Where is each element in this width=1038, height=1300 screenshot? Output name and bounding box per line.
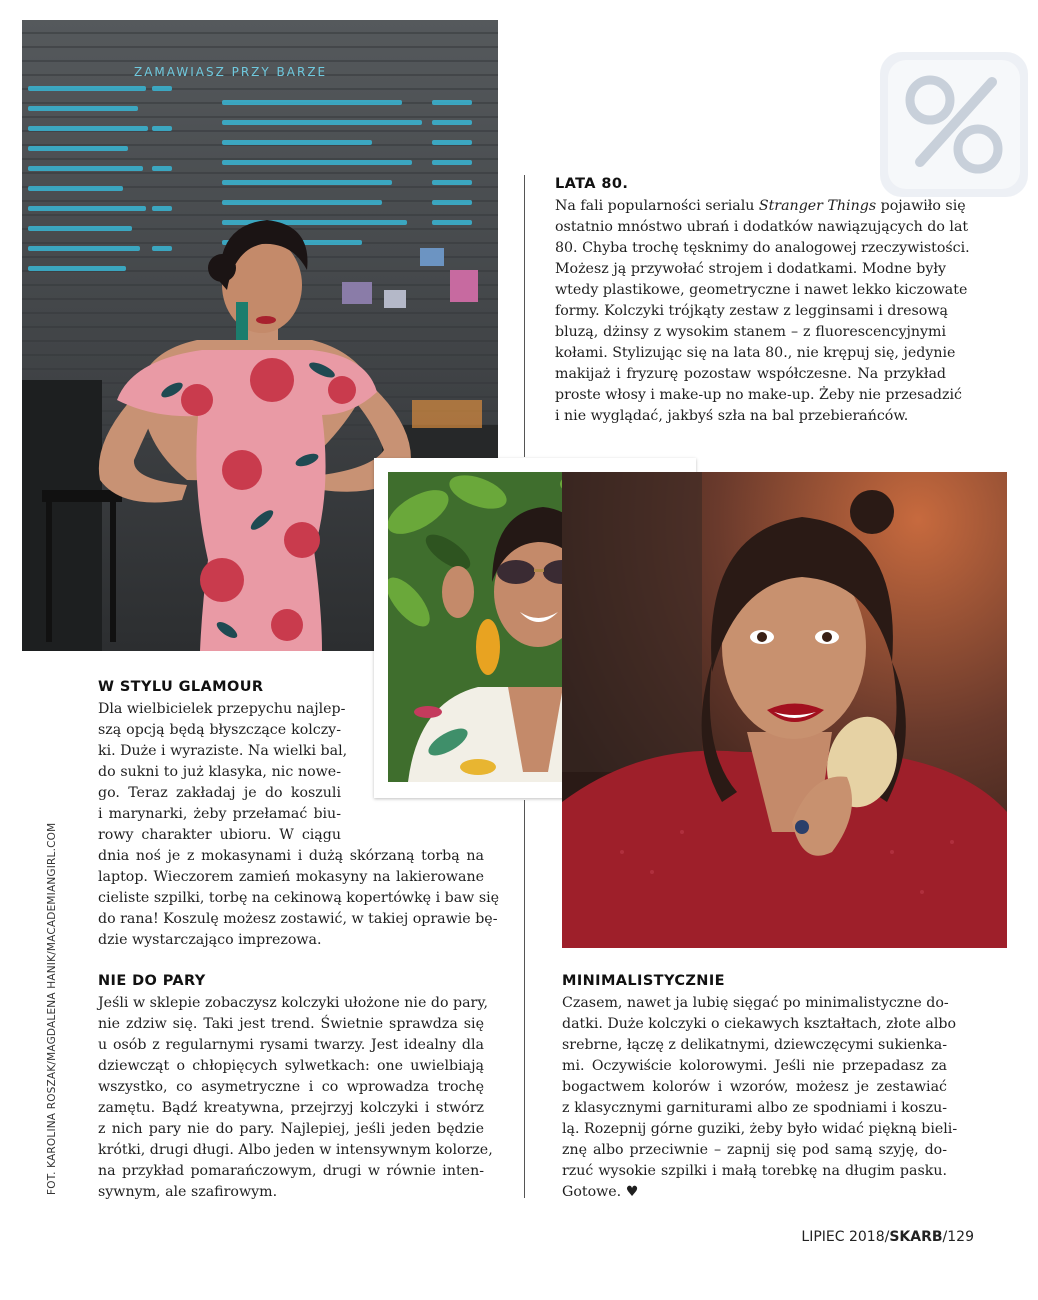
text-line: bluzą, dżinsy z wysokim stanem – z fluorescencyjnymi [555,324,946,340]
text-line: na przykład pomarańczowym, drugi w równie inten- [98,1163,484,1179]
text-line: bogactwem kolorów i wzorów, możesz je zestawiać [562,1079,947,1095]
text-line: i nie wyglądać, jakbyś szła na bal przebierańców. [555,408,909,424]
column-divider-top [524,175,525,457]
text-line: Możesz ją przywołać strojem i dodatkami. Modne były [555,261,946,277]
text-line: kołami. Stylizując się na lata 80., nie krępuj się, jedynie [555,345,956,361]
photo-red-blouse [562,472,1007,948]
text-line: z nich pary nie do pary. Najlepiej, jeśli jeden będzie [98,1121,484,1137]
text-line: z klasycznymi garniturami albo ze spodniami i koszu- [562,1100,947,1116]
section-heading-minimal: MINIMALISTYCZNIE [562,973,725,989]
text-line: dnia noś je z mokasynami i dużą skórzaną torbą na [98,848,484,864]
text-line: datki. Duże kolczyki o ciekawych kształtach, złote albo [562,1016,957,1032]
text-line: nie zdziw się. Taki jest trend. Świetnie sprawdza się [98,1016,484,1032]
text-line: Czasem, nawet ja lubię sięgać po minimalistyczne do- [562,995,949,1011]
text-line: wszystko, co asymetryczne i co wprowadza trochę [98,1079,484,1095]
text-line: proste włosy i make-up no make-up. Żeby nie przesadzić [555,387,962,403]
text-line: mi. Oczywiście kolorowymi. Jeśli nie przepadasz za [562,1058,947,1074]
section-text-lata80 [555,196,970,427]
text-line: 80. Chyba trochę tęsknimy do analogowej rzeczywistości. [555,240,970,256]
percent-logo [880,52,1028,197]
column-divider-bottom [524,800,525,1198]
section-text-nie-do-pary [98,993,493,1203]
text-line: cieliste szpilki, torbę na cekinową kopertówkę i baw się [98,890,500,906]
text-line: szą opcją będą błyszczące kolczy- [98,722,341,738]
section-heading-lata80: LATA 80. [555,176,629,192]
text-line: laptop. Wieczorem zamień mokasyny na lakierowane [98,869,484,885]
text-line: krótki, drugi długi. Albo jeden w intensywnym kolorze, [98,1142,493,1158]
section-heading-nie-do-pary: NIE DO PARY [98,973,206,989]
section-text-minimal [562,993,958,1203]
footer-page-number: /129 [942,1229,974,1245]
section-text-glamour-wide [98,846,500,951]
page-footer [801,1229,974,1245]
text-line: srebrne, łączę z delikatnymi, dziewczęcymi sukienka- [562,1037,947,1053]
text-line: wtedy plastikowe, geometryczne i nawet lekko kiczowate [555,282,968,298]
section-heading-glamour: W STYLU GLAMOUR [98,679,264,695]
text-line: lą. Rozepnij górne guziki, żeby było widać piękną bieli- [562,1121,958,1137]
cafe-sign: ZAMAWIASZ PRZY BARZE [134,65,328,79]
text-line: do sukni to już klasyka, nic nowe- [98,764,341,780]
text-line: formy. Kolczyki trójkąty zestaw z legginsami i dresową [555,303,948,319]
text-line: i marynarki, żeby przełamać biu- [98,806,341,822]
text-line: do rana! Koszulę możesz zostawić, w takiej oprawie bę- [98,911,498,927]
text-line: dziewcząt o chłopięcych sylwetkach: one uwielbiają [98,1058,484,1074]
text-line: sywnym, ale szafirowym. [98,1184,278,1200]
footer-brand: SKARB [889,1229,943,1245]
photo-credit: FOT. KAROLINA ROSZAK/MAGDALENA HANIK/MACADEMIANGIRL.COM [46,822,58,1195]
text-line: rowy charakter ubioru. W ciągu [98,827,341,843]
text-line: rzuć wysokie szpilki i małą torebkę na długim pasku. [562,1163,947,1179]
text-line: Na fali popularności serialu Stranger Things pojawiło się [555,198,966,214]
text-line: dzie wystarczająco imprezowa. [98,932,322,948]
text-line: go. Teraz zakładaj je do koszuli [98,785,341,801]
text-line: ki. Duże i wyraziste. Na wielki bal, [98,743,348,759]
text-line: Gotowe. ♥ [562,1184,639,1200]
text-line: znę albo przeciwnie – zapnij się pod samą szyję, do- [562,1142,947,1158]
text-line: Dla wielbicielek przepychu najlep- [98,701,346,717]
text-line: makijaż i fryzurę pozostaw współczesne. Na przykład [555,366,946,382]
footer-issue: LIPIEC 2018/ [801,1229,890,1245]
text-line: ostatnio mnóstwo ubrań i dodatków nawiązujących do lat [555,219,969,235]
text-line: zamętu. Bądź kreatywna, przejrzyj kolczyki i stwórz [98,1100,484,1116]
text-line: u osób z regularnymi rysami twarzy. Jest idealny dla [98,1037,484,1053]
text-line: Jeśli w sklepie zobaczysz kolczyki ułożone nie do pary, [98,995,488,1011]
section-text-glamour-narrow [98,699,348,846]
